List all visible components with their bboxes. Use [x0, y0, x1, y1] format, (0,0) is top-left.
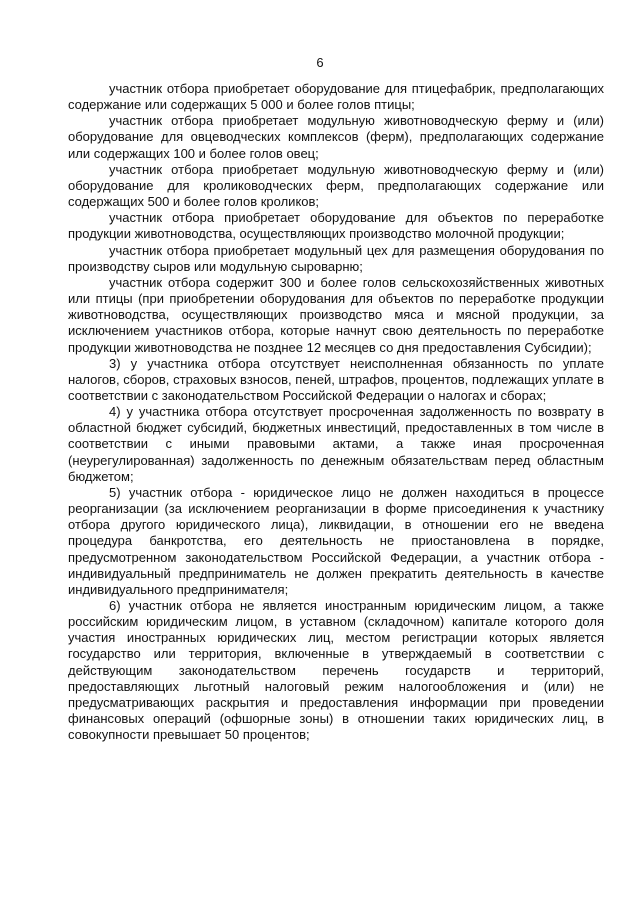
paragraph: 4) у участника отбора отсутствует просроченная задолженность по возврату в областной бюджет субсидий, бюджетных инвестиций, предоставленных в том числе в соответствии с иными правовыми актами, а также иная просроченная (неурегулированная) задолженность по денежным обязательствам перед областным бюджетом; [68, 404, 604, 484]
document-body [68, 81, 604, 743]
paragraph: участник отбора приобретает модульную животноводческую ферму и (или) оборудование для овцеводческих комплексов (ферм), предполагающих содержание или содержащих 100 и более голов овец; [68, 113, 604, 161]
paragraph: участник отбора приобретает оборудование для объектов по переработке продукции животноводства, осуществляющих производство молочной продукции; [68, 210, 604, 242]
paragraph: 3) у участника отбора отсутствует неисполненная обязанность по уплате налогов, сборов, страховых взносов, пеней, штрафов, процентов, подлежащих уплате в соответствии с законодательством Российской Федерации о налогах и сборах; [68, 355, 604, 403]
paragraph: участник отбора содержит 300 и более голов сельскохозяйственных животных или птицы (при приобретении оборудования для объектов по переработке продукции животноводства, осуществляющих производство мяса и мясной продукции, за исключением участников отбора, которые начнут свою деятельность по переработке продукции животноводства не позднее 12 месяцев со дня предоставления Субсидии); [68, 274, 604, 355]
page-number: 6 [316, 55, 324, 70]
paragraph: 5) участник отбора - юридическое лицо не должен находиться в процессе реорганизации (за исключением реорганизации в форме присоединения к участнику отбора другого юридического лица), ликвидации, в отношении его не введена процедура банкротства, его деятельность не приостановлена в порядке, предусмотренном законодательством Российской Федерации, а участник отбора - индивидуальный предприниматель не должен прекратить деятельность в качестве индивидуального предпринимателя; [68, 484, 604, 597]
paragraph: участник отбора приобретает модульный цех для размещения оборудования по производству сыров или модульную сыроварню; [68, 242, 604, 274]
paragraph: 6) участник отбора не является иностранным юридическим лицом, а также российским юридическим лицом, в уставном (складочном) капитале которого доля участия иностранных юридических лиц, местом регистрации которых является государство или территория, включенные в утверждаемый в соответствии с действующим законодательством перечень государств и территорий, предоставляющих льготный налоговый режим налогообложения и (или) не предусматривающих раскрытия и предоставления информации при проведении финансовых операций (офшорные зоны) в отношении таких юридических лиц, в совокупности превышает 50 процентов; [68, 598, 604, 743]
paragraph: участник отбора приобретает модульную животноводческую ферму и (или) оборудование для кролиководческих ферм, предполагающих содержание или содержащих 500 и более голов кроликов; [68, 161, 604, 210]
paragraph: участник отбора приобретает оборудование для птицефабрик, предполагающих содержание или содержащих 5 000 и более голов птицы; [68, 81, 604, 113]
